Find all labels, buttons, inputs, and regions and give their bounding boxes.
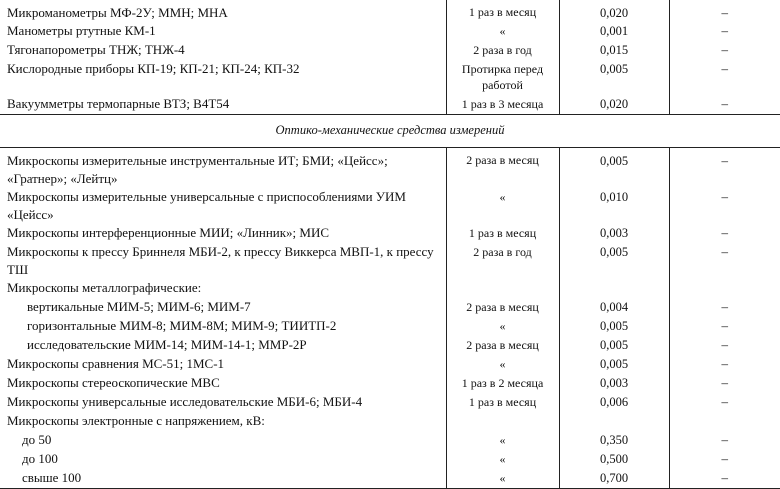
instrument-name: Тягонапорометры ТНЖ; ТНЖ-4 bbox=[0, 41, 446, 60]
table-row bbox=[0, 336, 780, 355]
table-row bbox=[0, 224, 780, 243]
table-row bbox=[0, 41, 780, 60]
instrument-name: Микроскопы измерительные инструментальные ИТ; БМИ; «Цейсс»; «Гратнер»; «Лейтц» bbox=[0, 148, 446, 189]
error-value: 0,005 bbox=[559, 355, 669, 374]
check-period: 2 раза в месяц bbox=[446, 148, 559, 189]
check-period bbox=[446, 412, 559, 431]
instrument-name: Кислородные приборы КП-19; КП-21; КП-24; КП-32 bbox=[0, 60, 446, 95]
check-period: « bbox=[446, 22, 559, 41]
check-period: « bbox=[446, 450, 559, 469]
instrument-name: свыше 100 bbox=[0, 469, 446, 489]
error-value: 0,005 bbox=[559, 148, 669, 189]
table-row bbox=[0, 469, 780, 489]
instrument-name: до 100 bbox=[0, 450, 446, 469]
note-value: – bbox=[669, 95, 780, 115]
error-value: 0,005 bbox=[559, 243, 669, 279]
note-value: – bbox=[669, 336, 780, 355]
table-row bbox=[0, 188, 780, 224]
error-value: 0,005 bbox=[559, 60, 669, 95]
note-value: – bbox=[669, 450, 780, 469]
check-period: 1 раз в 2 месяца bbox=[446, 374, 559, 393]
instrument-name: Микроскопы сравнения МС-51; 1МС-1 bbox=[0, 355, 446, 374]
check-period: 1 раз в месяц bbox=[446, 224, 559, 243]
check-period: 1 раз в 3 месяца bbox=[446, 95, 559, 115]
note-value: – bbox=[669, 243, 780, 279]
note-value: – bbox=[669, 60, 780, 95]
error-value: 0,020 bbox=[559, 95, 669, 115]
error-value: 0,006 bbox=[559, 393, 669, 412]
error-value: 0,005 bbox=[559, 336, 669, 355]
table-row bbox=[0, 60, 780, 95]
error-value: 0,500 bbox=[559, 450, 669, 469]
check-period: Протирка перед работой bbox=[446, 60, 559, 95]
check-period: « bbox=[446, 469, 559, 489]
check-period: 2 раза в год bbox=[446, 41, 559, 60]
table-row bbox=[0, 355, 780, 374]
instrument-name: исследовательские МИМ-14; МИМ-14-1; ММР-2Р bbox=[0, 336, 446, 355]
table-row bbox=[0, 450, 780, 469]
table-row bbox=[0, 148, 780, 189]
check-period: 1 раз в месяц bbox=[446, 0, 559, 22]
error-value: 0,700 bbox=[559, 469, 669, 489]
note-value: – bbox=[669, 374, 780, 393]
instrument-name: горизонтальные МИМ-8; МИМ-8М; МИМ-9; ТИИТП-2 bbox=[0, 317, 446, 336]
instrument-name: Вакуумметры термопарные ВТЗ; В4Т54 bbox=[0, 95, 446, 115]
check-period: 2 раза в год bbox=[446, 243, 559, 279]
table-row bbox=[0, 243, 780, 279]
instrument-name: вертикальные МИМ-5; МИМ-6; МИМ-7 bbox=[0, 298, 446, 317]
note-value: – bbox=[669, 431, 780, 450]
error-value: 0,001 bbox=[559, 22, 669, 41]
error-value: 0,015 bbox=[559, 41, 669, 60]
table-row bbox=[0, 317, 780, 336]
table-row bbox=[0, 0, 780, 22]
check-period: « bbox=[446, 355, 559, 374]
note-value: – bbox=[669, 355, 780, 374]
note-value: – bbox=[669, 188, 780, 224]
instrument-name: Микроскопы к прессу Бриннеля МБИ-2, к прессу Виккерса МВП-1, к прессу ТШ bbox=[0, 243, 446, 279]
note-value: – bbox=[669, 0, 780, 22]
error-value bbox=[559, 279, 669, 298]
instrument-name: Микроманометры МФ-2У; ММН; МНА bbox=[0, 0, 446, 22]
error-value bbox=[559, 412, 669, 431]
note-value: – bbox=[669, 224, 780, 243]
error-value: 0,003 bbox=[559, 374, 669, 393]
note-value: – bbox=[669, 148, 780, 189]
error-value: 0,010 bbox=[559, 188, 669, 224]
instrument-group-name: Микроскопы металлографические: bbox=[0, 279, 446, 298]
note-value: – bbox=[669, 317, 780, 336]
check-period: 2 раза в месяц bbox=[446, 298, 559, 317]
note-value: – bbox=[669, 393, 780, 412]
table-row bbox=[0, 374, 780, 393]
check-period: 1 раз в месяц bbox=[446, 393, 559, 412]
instrument-name: Микроскопы интерференционные МИИ; «Линник»; МИС bbox=[0, 224, 446, 243]
note-value bbox=[669, 279, 780, 298]
check-period: « bbox=[446, 188, 559, 224]
error-value: 0,350 bbox=[559, 431, 669, 450]
instrument-group-name: Микроскопы электронные с напряжением, кВ: bbox=[0, 412, 446, 431]
error-value: 0,005 bbox=[559, 317, 669, 336]
section-header-row bbox=[0, 115, 780, 148]
note-value: – bbox=[669, 41, 780, 60]
instrument-name: Микроскопы универсальные исследовательские МБИ-6; МБИ-4 bbox=[0, 393, 446, 412]
error-value: 0,004 bbox=[559, 298, 669, 317]
note-value bbox=[669, 412, 780, 431]
check-period: « bbox=[446, 317, 559, 336]
check-period: 2 раза в месяц bbox=[446, 336, 559, 355]
section-title: Оптико-механические средства измерений bbox=[0, 115, 780, 148]
table-row bbox=[0, 412, 780, 431]
table-row bbox=[0, 279, 780, 298]
table-row bbox=[0, 22, 780, 41]
note-value: – bbox=[669, 22, 780, 41]
table-row bbox=[0, 298, 780, 317]
table-row bbox=[0, 95, 780, 115]
table-row bbox=[0, 431, 780, 450]
note-value: – bbox=[669, 469, 780, 489]
table-row bbox=[0, 393, 780, 412]
note-value: – bbox=[669, 298, 780, 317]
instrument-name: Микроскопы стереоскопические МВС bbox=[0, 374, 446, 393]
instrument-name: Манометры ртутные КМ-1 bbox=[0, 22, 446, 41]
check-period: « bbox=[446, 431, 559, 450]
error-value: 0,003 bbox=[559, 224, 669, 243]
check-period bbox=[446, 279, 559, 298]
error-value: 0,020 bbox=[559, 0, 669, 22]
instrument-name: до 50 bbox=[0, 431, 446, 450]
instrument-name: Микроскопы измерительные универсальные с приспособлениями УИМ «Цейсс» bbox=[0, 188, 446, 224]
